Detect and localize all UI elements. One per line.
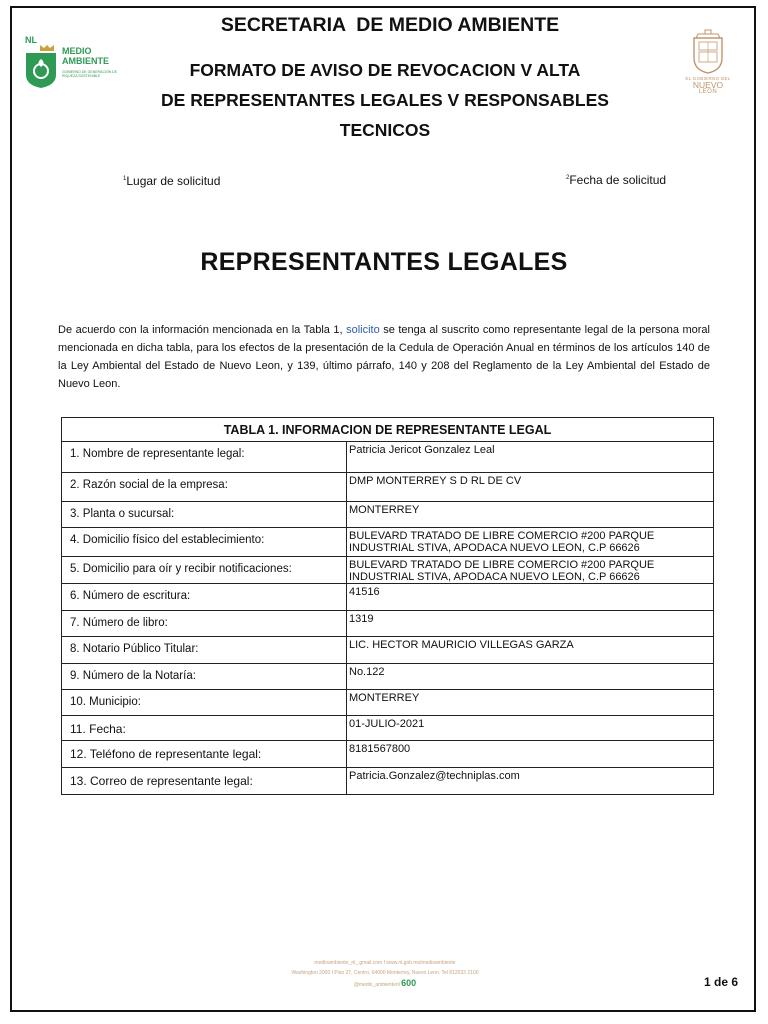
row-value: 41516 [347,584,714,611]
footnote-marker-2: 2 [566,175,570,181]
row-label: 6. Número de escritura: [62,584,347,611]
row-value: BULEVARD TRATADO DE LIBRE COMERCIO #200 PARQUE INDUSTRIAL STIVA, APODACA NUEVO LEON, C.P 66626 [347,528,714,557]
form-title-line3: TECNICOS [339,120,431,140]
row-label: 13. Correo de representante legal: [62,768,347,795]
footer-line1: medioambiente_nl_.gmail.com I www.nl.gob.mx/medioambiente [314,960,456,966]
date-of-request-label [566,173,666,187]
representative-info-table [61,417,714,795]
footer-contact [200,958,570,990]
paragraph-highlight-word: solicito [346,324,380,336]
footer-number: 600 [401,978,417,988]
row-label: 11. Fecha: [62,716,347,741]
logo-brand-line2: AMBIENTE [62,56,109,66]
gobierno-nuevo-leon-logo [672,28,744,104]
paragraph-text-before: De acuerdo con la información mencionada en la Tabla 1, [58,324,347,336]
row-label: 9. Número de la Notaría: [62,664,347,690]
table-row [62,664,714,690]
logo-right-line2: NUEVO [692,80,724,90]
logo-right-line3: LEON [698,89,718,95]
row-label: 8. Notario Público Titular: [62,637,347,664]
section-title: REPRESENTANTES LEGALES [200,248,568,276]
footer-social-handle: @medio_ambientenl [353,982,400,988]
form-title-line1: FORMATO DE AVISO DE REVOCACION V ALTA [189,60,581,80]
date-label-text: Fecha de solicitud [569,173,667,187]
medio-ambiente-logo [24,37,124,91]
table-title: TABLA 1. INFORMACION DE REPRESENTANTE LEGAL [62,418,714,442]
table-row [62,584,714,611]
shield-icon [24,43,58,89]
row-value: 1319 [347,611,714,637]
row-value: No.122 [347,664,714,690]
row-value: Patricia Jericot Gonzalez Leal [347,442,714,473]
row-value: BULEVARD TRATADO DE LIBRE COMERCIO #200 PARQUE INDUSTRIAL STIVA, APODACA NUEVO LEON, C.P 66626 [347,557,714,584]
row-label: 3. Planta o sucursal: [62,502,347,528]
row-label: 4. Domicilio físico del establecimiento: [62,528,347,557]
coat-of-arms-icon [690,28,726,74]
org-title: SECRETARIA DE MEDIO AMBIENTE [220,14,560,36]
intro-paragraph [58,321,710,393]
row-value: LIC. HECTOR MAURICIO VILLEGAS GARZA [347,637,714,664]
logo-brand-line1: MEDIO [62,46,92,56]
row-value: 01-JULIO-2021 [347,716,714,741]
paragraph-text-after: se tenga al suscrito como representante legal de la persona moral mencionada en dicha tabla, para los efectos de la presentación de la Cedula de Operación Anual en términos de los artículos 140 de la Ley Ambiental del Estado de Nuevo Leon, y 139, último párrafo, 140 y 208 del Reglamento de la Ley Ambiental del Estado de Nuevo Leon. [58,324,710,390]
table-row [62,557,714,584]
row-value: MONTERREY [347,502,714,528]
table-row [62,502,714,528]
logo-tagline: GOBIERNO DE GENERACIÓN DE RIQUEZA SOSTENIBLE [62,70,118,78]
row-label: 12. Teléfono de representante legal: [62,741,347,768]
row-value: DMP MONTERREY S D RL DE CV [347,473,714,502]
table-row [62,611,714,637]
footer-line2: Washington 2000 I Piso 27, Centro, 64000 Monterrey, Nuevo Leon. Tel 812033 2100 [291,970,479,976]
table-row [62,741,714,768]
logo-nl-text: NL [25,35,37,45]
table-row [62,637,714,664]
row-label: 1. Nombre de representante legal: [62,442,347,473]
page-number: 1 de 6 [704,975,739,989]
row-label: 10. Municipio: [62,690,347,716]
logo-right-line1: EL GOBIERNO DEL [685,76,731,81]
form-title-line2: DE REPRESENTANTES LEGALES V RESPONSABLES [161,90,609,110]
row-value: Patricia.Gonzalez@techniplas.com [347,768,714,795]
table-row [62,473,714,502]
place-label-text: Lugar de solicitud [126,174,221,188]
table-row [62,768,714,795]
table-row [62,690,714,716]
row-label: 2. Razón social de la empresa: [62,473,347,502]
row-value: 8181567800 [347,741,714,768]
table-row [62,442,714,473]
row-value: MONTERREY [347,690,714,716]
place-of-request-label [123,174,220,188]
row-label: 5. Domicilio para oír y recibir notificaciones: [62,557,347,584]
table-row [62,528,714,557]
table-row [62,716,714,741]
row-label: 7. Número de libro: [62,611,347,637]
footnote-marker-1: 1 [123,176,127,182]
